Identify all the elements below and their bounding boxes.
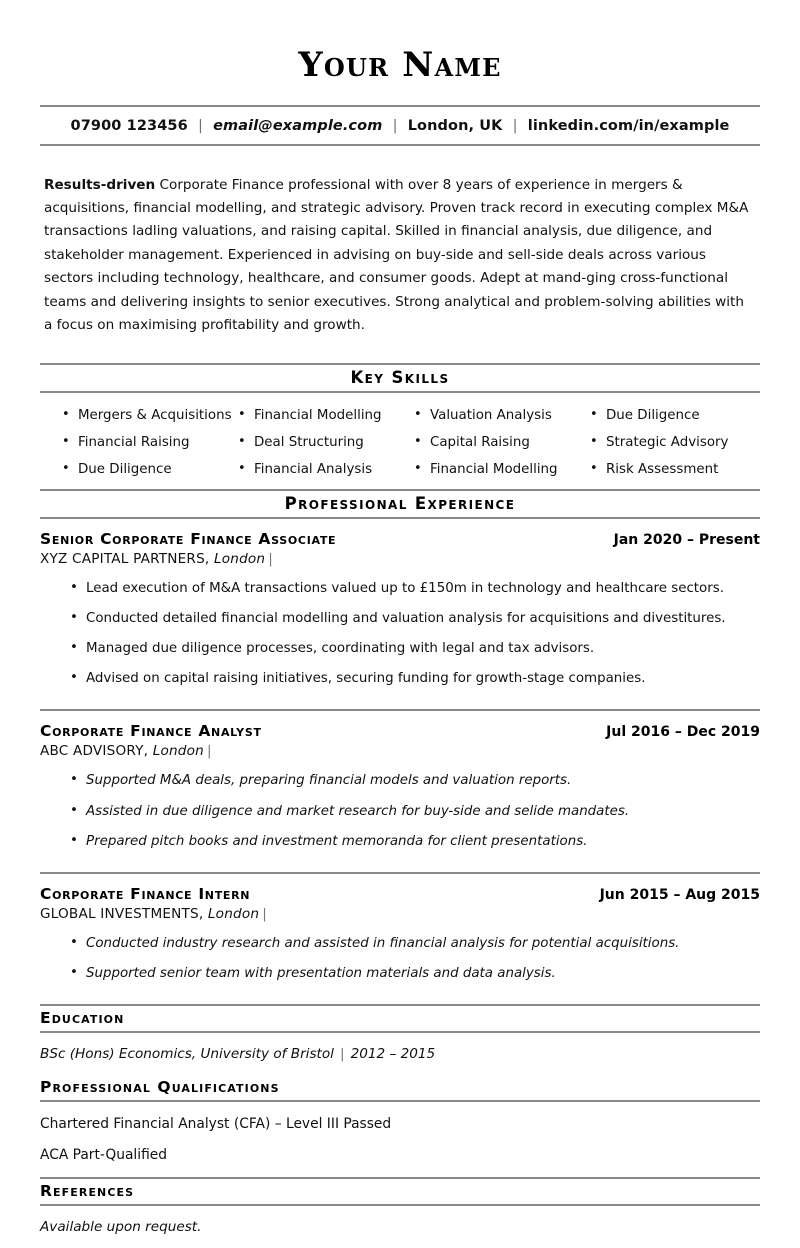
contact-separator-1: | xyxy=(193,118,208,134)
contact-location: London, UK xyxy=(408,118,503,134)
experience-list xyxy=(40,519,760,1005)
job-location: London xyxy=(203,906,259,922)
job-company xyxy=(40,740,760,759)
job-bullet: • Assisted in due diligence and market research for buy-side and selide mandates. xyxy=(70,802,760,832)
contact-email[interactable]: email@example.com xyxy=(213,118,382,134)
job-dates: Jun 2015 – Aug 2015 xyxy=(600,887,760,903)
skill-item: • Financial Raising xyxy=(62,430,232,457)
job-bullet: • Supported M&A deals, preparing financial models and valuation reports. xyxy=(70,771,760,801)
qualification-item: ACA Part-Qualified xyxy=(40,1138,760,1176)
job-company-name: GLOBAL INVESTMENTS, xyxy=(40,906,203,922)
job-location: London xyxy=(209,551,265,567)
job-bullet: • Managed due diligence processes, coordinating with legal and tax advisors. xyxy=(70,639,760,669)
section-heading-key-skills: Key Skills xyxy=(40,365,760,391)
contact-line xyxy=(40,107,760,144)
job-dates: Jul 2016 – Dec 2019 xyxy=(606,724,760,740)
skill-item: • Financial Modelling xyxy=(238,403,408,430)
job-bullet: • Lead execution of M&A transactions valued up to £150m in technology and healthcare sectors. xyxy=(70,579,760,609)
skill-item: • Due Diligence xyxy=(590,403,760,430)
skill-item: • Capital Raising xyxy=(414,430,584,457)
job-title: Corporate Finance Intern xyxy=(40,885,250,903)
skill-item: • Valuation Analysis xyxy=(414,403,584,430)
education-entry xyxy=(40,1033,760,1076)
section-heading-experience: Professional Experience xyxy=(40,491,760,517)
qualifications-list xyxy=(40,1102,760,1176)
experience-entry xyxy=(40,519,760,711)
contact-linkedin[interactable]: linkedin.com/in/example xyxy=(528,118,730,134)
experience-entry-header xyxy=(40,530,760,548)
section-heading-education: Education xyxy=(40,1006,760,1031)
job-bullet: • Advised on capital raising initiatives, securing funding for growth-stage companies. xyxy=(70,669,760,699)
job-bullet: • Supported senior team with presentation materials and data analysis. xyxy=(70,964,760,994)
experience-entry-header xyxy=(40,885,760,903)
job-bullet-list xyxy=(40,567,760,703)
skill-item: • Deal Structuring xyxy=(238,430,408,457)
education-degree: BSc (Hons) Economics, University of Bristol xyxy=(40,1046,334,1062)
contact-separator-3: | xyxy=(508,118,523,134)
job-company-name: ABC ADVISORY, xyxy=(40,743,148,759)
contact-separator-2: | xyxy=(388,118,403,134)
experience-entry-header xyxy=(40,722,760,740)
job-company xyxy=(40,903,760,922)
qualification-item: Chartered Financial Analyst (CFA) – Level III Passed xyxy=(40,1102,760,1138)
job-dates: Jan 2020 – Present xyxy=(614,532,760,548)
skill-item: • Mergers & Acquisitions xyxy=(62,403,232,430)
job-bullet: • Conducted detailed financial modelling and valuation analysis for acquisitions and divestitures. xyxy=(70,609,760,639)
professional-summary xyxy=(40,160,760,350)
job-bullet: • Conducted industry research and assisted in financial analysis for potential acquisitions. xyxy=(70,934,760,964)
job-company-name: XYZ CAPITAL PARTNERS, xyxy=(40,551,209,567)
section-heading-qualifications: Professional Qualifications xyxy=(40,1075,760,1100)
job-title: Corporate Finance Analyst xyxy=(40,722,262,740)
summary-body: Corporate Finance professional with over 8 years of experience in mergers & acquisitions, financial modelling, and strategic advisory. Proven track record in executing complex M&A transactions ladling valuations, and raising capital. Skilled in financial analysis, due diligence, and stakeholder management. Experienced in advising on buy-side and sell-side deals across various sectors including technology, healthcare, and consumer goods. Adept at mand-ging cross-functional teams and delivering insights to senior executives. Strong analytical and problem-solving abilities with a focus on maximising profitability and growth. xyxy=(44,177,748,333)
experience-entry xyxy=(40,874,760,1006)
references-text: Available upon request. xyxy=(40,1206,760,1248)
job-company-separator: | xyxy=(204,743,212,759)
job-bullet-list xyxy=(40,759,760,865)
key-skills-grid xyxy=(40,393,760,489)
job-bullet: • Prepared pitch books and investment memoranda for client presentations. xyxy=(70,832,760,862)
job-bullet-list xyxy=(40,922,760,998)
section-heading-references: References xyxy=(40,1179,760,1204)
skill-item: • Risk Assessment xyxy=(590,457,760,484)
skill-item: • Due Diligence xyxy=(62,457,232,484)
skill-item: • Strategic Advisory xyxy=(590,430,760,457)
education-separator: | xyxy=(334,1046,351,1062)
job-company xyxy=(40,548,760,567)
experience-entry xyxy=(40,711,760,873)
education-years: 2012 – 2015 xyxy=(351,1046,436,1062)
contact-phone: 07900 123456 xyxy=(71,118,188,134)
page-title: Your Name xyxy=(40,46,760,85)
skill-item: • Financial Modelling xyxy=(414,457,584,484)
job-company-separator: | xyxy=(265,551,273,567)
skill-item: • Financial Analysis xyxy=(238,457,408,484)
header-divider-bottom xyxy=(40,144,760,146)
job-title: Senior Corporate Finance Associate xyxy=(40,530,336,548)
summary-lead: Results-driven xyxy=(44,177,155,193)
job-location: London xyxy=(148,743,204,759)
job-company-separator: | xyxy=(259,906,267,922)
